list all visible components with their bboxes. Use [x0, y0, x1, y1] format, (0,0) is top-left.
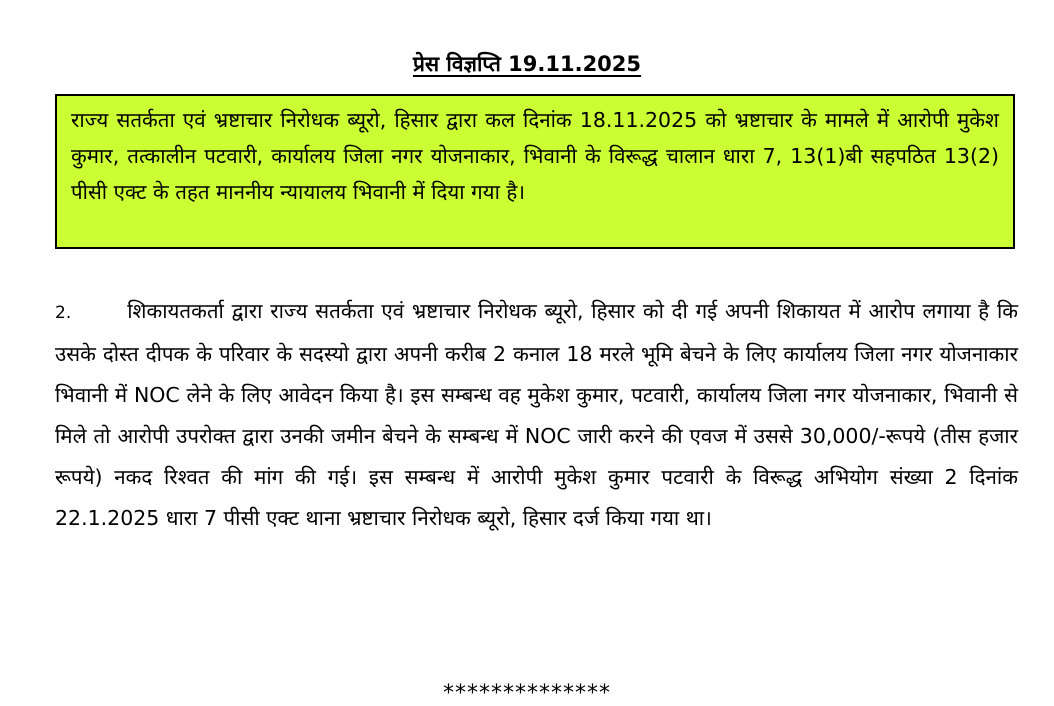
end-mark: **************: [443, 681, 611, 706]
press-release-title: [0, 50, 1054, 78]
title-text: प्रेस विज्ञप्ति 19.11.2025: [412, 52, 642, 76]
body-paragraph: [55, 291, 1018, 539]
paragraph-text: शिकायतकर्ता द्वारा राज्य सतर्कता एवं भ्रष्टाचार निरोधक ब्यूरो, हिसार को दी गई अपनी शिकायत में आरोप लगाया है कि उसके दोस्त दीपक के परिवार के सदस्यो द्वारा अपनी करीब 2 कनाल 18 मरले भूमि बेचने के लिए कार्यालय जिला नगर योजनाकार भिवानी में NOC लेने के लिए आवेदन किया है। इस सम्बन्ध वह मुकेश कुमार, पटवारी, कार्यालय जिला नगर योजनाकार, भिवानी से मिले तो आरोपी उपरोक्त द्वारा उनकी जमीन बेचने के सम्बन्ध में NOC जारी करने की एवज में उससे 30,000/-रूपये (तीस हजार रूपये) नकद रिश्वत की मांग की गई। इस सम्बन्ध में आरोपी मुकेश कुमार पटवारी के विरूद्ध अभियोग संख्या 2 दिनांक 22.1.2025 धारा 7 पीसी एक्ट थाना भ्रष्टाचार निरोधक ब्यूरो, हिसार दर्ज किया गया था।: [55, 299, 1018, 530]
summary-box: राज्य सतर्कता एवं भ्रष्टाचार निरोधक ब्यूरो, हिसार द्वारा कल दिनांक 18.11.2025 को भ्रष्टाचार के मामले में आरोपी मुकेश कुमार, तत्कालीन पटवारी, कार्यालय जिला नगर योजनाकार, भिवानी के विरूद्ध चालान धारा 7, 13(1)बी सहपठित 13(2) पीसी एक्ट के तहत माननीय न्यायालय भिवानी में दिया गया है।: [55, 94, 1015, 249]
paragraph-number: 2.: [55, 303, 72, 323]
